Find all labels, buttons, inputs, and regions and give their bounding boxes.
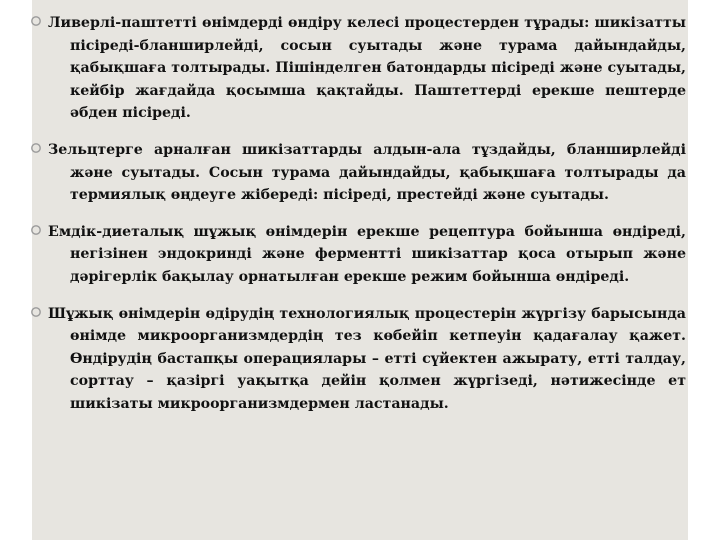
text-content [48,12,686,430]
paragraph-microorganisms [48,303,686,416]
paragraph-text: Емдік-диеталық шұжық өнімдерін ерекше рецептура бойынша өндіреді, негізінен эндокринді және ферментті шикізаттар қоса отырып және дәрігерлік бақылау орнатылған ерекше режим бойынша өндіреді. [48,223,686,285]
paragraph-text: Зельцтерге арналған шикізаттарды алдын-ала тұздайды, бланширлейді және суытады. Сосын турама дайындайды, қабықшаға толтырады да термиялық өңдеуге жібереді: пісіреді, престейді және суытады. [48,141,686,204]
paragraph-zeltsy [48,139,686,207]
paragraph-dietary [48,221,686,289]
slide-background [32,0,688,540]
paragraph-liver-pate [48,12,686,125]
paragraph-text: Шұжық өнімдерін өдірудің технологиялық процестерін жүргізу барысында өнімде микроорганизмдердің тез көбейіп кетпеуін қадағалау қажет. Өндірудің бастапқы операциялары – етті сүйектен ажырату, етті талдау, сорттау – қазіргі уақытқа дейін қолмен жүргізеді, нәтижесінде ет шикізаты микроорганизмдермен ластанады. [48,305,686,412]
paragraph-text: Ливерлі-паштетті өнімдерді өндіру келесі процестерден тұрады: шикізатты пісіреді-бланширлейді, сосын суытады және турама дайындайды, қабықшаға толтырады. Пішінделген батондарды пісіреді және суытады, кейбір жағдайда қосымша қақтайды. Паштеттерді ерекше пештерде әбден пісіреді. [48,15,686,122]
